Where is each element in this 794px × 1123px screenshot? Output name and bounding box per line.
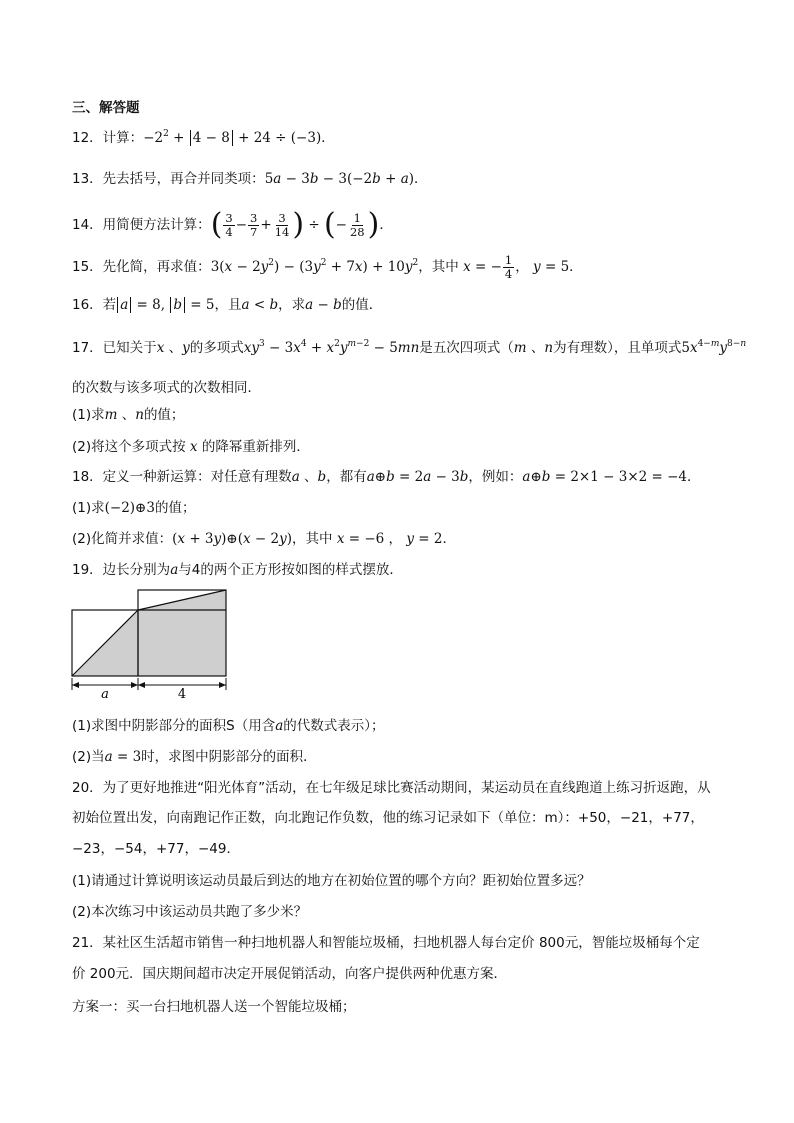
q18-text-a: 18．定义一种新运算：对任意有理数 <box>72 469 292 485</box>
q15-label: 15．先化简，再求值： <box>72 259 211 275</box>
question-20-line-3: −23，−54，+77，−49． <box>72 841 240 857</box>
section-title: 三、解答题 <box>72 100 140 116</box>
q17-monomial: $5x^{4-m}y^{8-n}$ <box>681 339 747 356</box>
arrow-mid-right-icon <box>138 682 145 688</box>
q18-text-b: ，都有 <box>326 469 367 485</box>
question-14: 14．用简便方法计算：( $\frac{3}{4}$ − $\frac{3}{7}$ + $\frac{3}{14}$ ) ÷ (− $\frac{1}{28}$ )． <box>72 207 393 242</box>
question-18-part-2: (2)化简并求值：(x + 3y)⊕(x − 2y)，其中 x = −6 ， y = 2． <box>72 531 456 547</box>
q16-text-mid: ，且 <box>214 297 242 313</box>
q18-p2-text-a: (2)化简并求值： <box>72 531 173 547</box>
q17-polynomial: $xy^3 - 3x^4 + x^2y^{m-2} - 5mn$ <box>243 339 420 356</box>
arrow-right-icon <box>219 682 226 688</box>
shaded-region <box>72 590 226 676</box>
question-16 <box>72 295 382 315</box>
q14-label: 14．用简便方法计算： <box>72 217 211 233</box>
q17-p1-text-b: 的值； <box>143 407 185 423</box>
q17-var-y: y <box>182 340 190 356</box>
question-20-part-1: (1)请通过计算说明该运动员最后到达的地方在初始位置的哪个方向？距初始位置多远？ <box>72 873 591 889</box>
q18-text-c: ，例如： <box>468 469 523 485</box>
question-17-line-2: 的次数与该多项式的次数相同． <box>72 380 261 396</box>
question-18-line-1: 18．定义一种新运算：对任意有理数a 、b，都有a⊕b = 2a − 3b，例如：a⊕b = 2×1 − 3×2 = −4． <box>72 469 701 485</box>
q19-text-a: 19．边长分别为 <box>72 562 171 578</box>
question-19-part-1: (1)求图中阴影部分的面积S（用含a的代数式表示）； <box>72 718 385 734</box>
q12-label: 12．计算： <box>72 130 144 146</box>
question-13: 13．先去括号，再合并同类项：5a − 3b − 3(−2b + a)． <box>72 171 428 187</box>
q17-var-x: x <box>156 340 165 356</box>
q17-p2-text-b: 的降幂重新排列． <box>201 439 310 455</box>
q17-p2-text-a: (2)将这个多项式按 <box>72 439 186 455</box>
q16-text-post: ，求 <box>278 297 306 313</box>
question-21-line-3: 方案一：买一台扫地机器人送一个智能垃圾桶； <box>72 999 356 1015</box>
question-17-part-1: (1)求m 、n的值； <box>72 407 185 423</box>
q17-text-a: 17．已知关于 <box>72 340 157 356</box>
q19-p2-text-b: 时，求图中阴影部分的面积． <box>141 749 317 765</box>
q16-text-end: 的值． <box>341 297 383 313</box>
question-20-part-2: (2)本次练习中该运动员共跑了多少米？ <box>72 904 308 920</box>
question-12: 12．计算：$-2^2 + 4 - 8 + 24 \div (-3)$． <box>72 129 335 146</box>
q17-text-b: 的多项式 <box>189 340 244 356</box>
question-17-line-1: 17．已知关于x 、y的多项式$xy^3 - 3x^4 + x^2y^{m-2} - 5mn$是五次四项式（m 、n为有理数），且单项式$5x^{4-m}y^{8-n}$ <box>72 339 747 356</box>
question-15: 15．先化简，再求值：$3(x - 2y^2) - (3y^2 + 7x) + 10y^2$，其中 x = − $\frac{1}{4}$ ， y = 5． <box>72 253 583 281</box>
q13-label: 13．先去括号，再合并同类项： <box>72 171 265 187</box>
arrow-left-icon <box>72 682 79 688</box>
q16-target: a − b <box>305 297 342 313</box>
question-19-line-1: 19．边长分别为a与4的两个正方形按如图的样式摆放． <box>72 562 403 578</box>
q18-p2-expression: (x + 3y)⊕(x − 2y) <box>172 531 293 547</box>
squares-diagram <box>70 586 235 701</box>
q18-definition: a⊕b = 2a − 3b <box>366 469 469 485</box>
q18-example: a⊕b = 2×1 − 3×2 = −4 <box>522 469 688 485</box>
arrow-mid-left-icon <box>131 682 138 688</box>
q18-p1-text-b: 的值； <box>154 500 196 516</box>
q19-p2-text-a: (2)当 <box>72 749 105 765</box>
q17-p1-text-a: (1)求 <box>72 407 105 423</box>
q15-values: x = − $\frac{1}{4}$ ， y = 5 <box>463 253 570 281</box>
question-20-line-2: 初始位置出发，向南跑记作正数，向北跑记作负数，他的练习记录如下（单位：m）：+50，−21，+77， <box>72 810 704 826</box>
q15-expression: $3(x - 2y^2) - (3y^2 + 7x) + 10y^2$ <box>210 258 419 275</box>
q13-expression: 5a − 3b − 3(−2b + a) <box>264 171 415 187</box>
q18-p2-text-b: ，其中 <box>292 531 333 547</box>
q16-given: a = 8, b = 5 <box>116 297 214 313</box>
q17-text-c: 是五次四项式（ <box>419 340 514 356</box>
q19-text-b: 与4的两个正方形按如图的样式摆放． <box>178 562 403 578</box>
q15-condition: ，其中 <box>418 259 459 275</box>
question-18-part-1: (1)求(−2)⊕3的值； <box>72 500 196 516</box>
q16-label: 16．若 <box>72 297 117 313</box>
q12-expression: $-2^2 + 4 - 8 + 24 \div (-3)$ <box>143 129 322 146</box>
q19-p1-text-a: (1)求图中阴影部分的面积S（用含 <box>72 718 276 734</box>
q16-condition: a < b <box>241 297 279 313</box>
question-21-line-2: 价 200元．国庆期间超市决定开展促销活动，向客户提供两种优惠方案． <box>72 966 508 982</box>
label-a: a <box>101 687 109 701</box>
question-21-line-1: 21．某社区生活超市销售一种扫地机器人和智能垃圾桶，扫地机器人每台定价 800元，智能垃圾桶每个定 <box>72 935 700 951</box>
q14-expression: ( $\frac{3}{4}$ − $\frac{3}{7}$ + $\frac{3}{14}$ ) ÷ (− $\frac{1}{28}$ ) <box>210 207 380 242</box>
q17-text-d: 为有理数），且单项式 <box>553 340 682 356</box>
label-4: 4 <box>177 687 187 701</box>
q18-p1-text-a: (1)求 <box>72 500 105 516</box>
question-20-line-1: 20．为了更好地推进“阳光体育”活动，在七年级足球比赛活动期间，某运动员在直线跑道上练习折返跑，从 <box>72 780 711 796</box>
question-19-part-2: (2)当a = 3时，求图中阴影部分的面积． <box>72 749 317 765</box>
question-17-part-2: (2)将这个多项式按 x 的降幂重新排列． <box>72 439 310 455</box>
q19-p1-text-b: 的代数式表示）； <box>283 718 385 734</box>
